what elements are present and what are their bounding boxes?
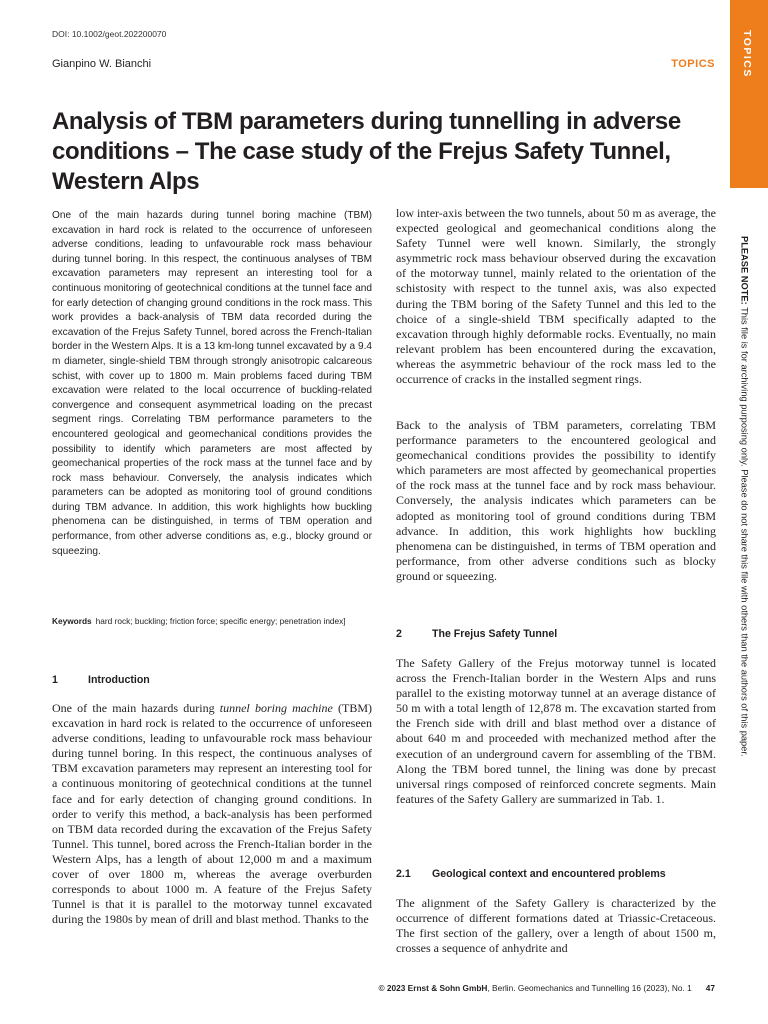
section-1-heading	[52, 674, 150, 686]
section-2-1-number: 2.1	[396, 868, 411, 880]
side-tab	[730, 0, 768, 188]
section-label: TOPICS	[671, 58, 715, 70]
intro-continuation-paragraph: low inter-axis between the two tunnels, about 50 m as average, the expected geological and geomechanical conditions along the Safety Tunnel were well known. Similarly, the strongly asymmetric rock mass behaviour observed during the excavation of the motorway tunnel, mainly related to the orientation of the schistosity with respect to the tunnel axis, was also expected during the TBM boring of the Safety Tunnel and this led to the choice of a single-shield TBM specifically adapted to the excavation through highly deformable rocks. Eventually, no main relevant problem has been encountered during the excavation, whereas the asymmetric behaviour of the rock mass led to the occurrence of cracks in the installed segment rings.	[396, 206, 716, 387]
intro-paragraph	[52, 701, 372, 927]
intro-text-start: One of the main hazards during	[52, 701, 220, 715]
keywords	[52, 615, 372, 628]
section-2-paragraph: The Safety Gallery of the Frejus motorway tunnel is located across the French-Italian border in the Western Alps and runs parallel to the existing motorway tunnel at an average distance of 50 m with a total length of 12,878 m. The excavation started from the French side with drill and blast method over a distance of about 640 m and proceeded with mechanized method after the execution of an underground cavern for assembling of the TBM. Along the TBM bored tunnel, the lining was done by precast universal rings composed of reinforced concrete segments. Main features of the Safety Gallery are summarized in Tab. 1.	[396, 656, 716, 806]
keywords-label: Keywords	[52, 616, 92, 626]
section-1-number: 1	[52, 674, 58, 686]
keywords-text: hard rock; buckling; friction force; specific energy; penetration index]	[95, 616, 346, 626]
footer-citation: , Berlin. Geomechanics and Tunnelling 16 (2023), No. 1	[487, 983, 692, 993]
section-2-title: The Frejus Safety Tunnel	[432, 628, 558, 640]
author-name: Gianpino W. Bianchi	[52, 58, 152, 70]
abstract: One of the main hazards during tunnel boring machine (TBM) excavation in hard rock is related to the occurrence of unforeseen adverse conditions, leading to unfavourable rock mass behaviour during tunnel boring. In this respect, the continuous analyses of TBM excavation parameters may represent an interesting tool for a continuous monitoring of geotechnical conditions at the tunnel face and for early detection of changing ground conditions in the rock mass. This work provides a back-analysis of TBM data recorded during the excavation of the Frejus Safety Tunnel, bored across the French-Italian border in the Western Alps. It is a 13 km-long tunnel excavated by a 9.4 m diameter, single-shield TBM through strongly anisotropic calcareous schist, with cover up to 1800 m. Main problems faced during TBM excavation were related to the local occurrence of buckling-related convergence and consequent asymmetrical loading on the precast segment rings. Correlating TBM performance parameters to the encountered geological and geomechanical conditions provides the possibility to identify which parameters are most affected by geomechanical properties of the rock mass at the tunnel face and by rock mass behaviour. Conversely, the analysis indicates which parameters can be adopted as monitoring tool of ground conditions during TBM advance. In addition, this work highlights how buckling phenomena can be distinguished, in terms of TBM operation and performance, from other adverse conditions as, e.g., blocky ground or squeezing.	[52, 210, 372, 557]
intro-text-rest: (TBM) excavation in hard rock is related to the occurrence of unforeseen adverse conditions, leading to unfavourable rock mass behaviour during tunnel boring. In this respect, the continuous analyses of TBM excavation parameters may represent an interesting tool for a continuous monitoring of geotechnical conditions at the tunnel face and for early detection of changing ground conditions. In order to verify this method, a back-analysis has been performed on TBM data recorded during the excavation of the Frejus Safety Tunnel. This tunnel, bored across the French-Italian border in the Western Alps, has a length of about 12,000 m and a maximum cover of over 1800 m, whereas the average overburden corresponds to about 1000 m. A feature of the Frejus Safety Tunnel is that it is parallel to the motorway tunnel excavated during the 1980s by mean of drill and blast method. Thanks to the	[52, 701, 372, 927]
doi-text: DOI: 10.1002/geot.202200070	[52, 29, 167, 39]
archive-note	[739, 236, 748, 757]
page-number: 47	[705, 983, 715, 993]
archive-note-bold: PLEASE NOTE:	[739, 236, 750, 305]
side-tab-label: TOPICS	[741, 30, 753, 78]
intro-second-paragraph: Back to the analysis of TBM parameters, correlating TBM performance parameters to the encountered geological and geomechanical conditions provides the possibility to identify which parameters are most affected by geomechanical properties of the rock mass at the tunnel face and by rock mass behaviour. Conversely, the analysis indicates which parameters can be adopted as monitoring tool of ground conditions during TBM advance. In addition, this work highlights how buckling phenomena can be distinguished, in terms of TBM operation and performance, from other adverse conditions such as blocky ground or squeezing.	[396, 418, 716, 583]
archive-note-text: This file is for archiving purposing only. Please do not share this file with others than the authors of this paper.	[739, 304, 750, 757]
article-title: Analysis of TBM parameters during tunnelling in adverse conditions – The case study of the Frejus Safety Tunnel, Western Alps	[52, 108, 681, 195]
section-2-1-title: Geological context and encountered problems	[432, 868, 666, 880]
page-footer	[379, 983, 716, 993]
section-2-number: 2	[396, 628, 402, 640]
section-2-1-heading	[396, 868, 666, 880]
section-1-title: Introduction	[88, 674, 150, 686]
section-2-1-paragraph: The alignment of the Safety Gallery is characterized by the occurrence of different formations dated at Triassic-Cretaceous. The first section of the gallery, over a length of about 1500 m, crosses a sequence of anhydrite and	[396, 896, 716, 956]
intro-italic-term: tunnel boring machine	[219, 701, 333, 715]
section-2-heading	[396, 628, 557, 640]
footer-publisher: © 2023 Ernst & Sohn GmbH	[378, 983, 488, 993]
